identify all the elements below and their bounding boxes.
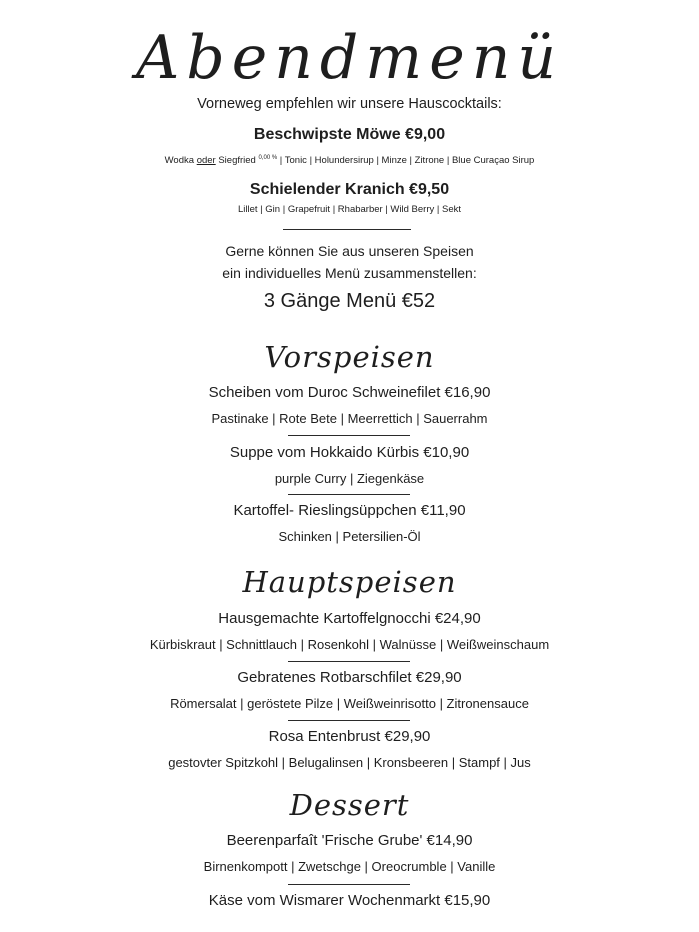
divider xyxy=(288,494,410,495)
dish-sides: Kürbiskraut | Schnittlauch | Rosenkohl | Walnüsse | Weißweinschaum xyxy=(149,637,550,652)
dish-sides: Pastinake | Rote Bete | Meerrettich | Sauerrahm xyxy=(211,411,488,426)
ingredient-oder: oder xyxy=(196,155,216,167)
menu-offer: 3 Gänge Menü €52 xyxy=(263,290,436,312)
dish-sides: Römersalat | geröstete Pilze | Weißweinrisotto | Zitronensauce xyxy=(170,696,529,711)
ingredient-text: Wodka xyxy=(164,155,197,167)
divider xyxy=(288,720,410,721)
dish-name: Beerenparfaît 'Frische Grube' €14,90 xyxy=(226,832,473,849)
dish-name: Hausgemachte Kartoffelgnocchi €24,90 xyxy=(218,610,481,627)
ingredient-text: | Tonic | Holundersirup | Minze | Zitrone | Blue Curaçao Sirup xyxy=(277,155,535,167)
cocktail-ingredients xyxy=(0,155,699,166)
cocktail-intro: Vorneweg empfehlen wir unsere Hauscocktails: xyxy=(197,96,502,112)
dish-name: Scheiben vom Duroc Schweinefilet €16,90 xyxy=(208,384,491,401)
cocktail-name: Beschwipste Möwe €9,00 xyxy=(253,126,446,143)
cocktail-name: Schielender Kranich €9,50 xyxy=(249,181,450,198)
dish-sides: Birnenkompott | Zwetschge | Oreocrumble | Vanille xyxy=(203,859,496,874)
dish-name: Kartoffel- Rieslingsüppchen €11,90 xyxy=(233,502,466,519)
divider xyxy=(288,435,410,436)
section-title-hauptspeisen: Hauptspeisen xyxy=(242,565,457,599)
ingredient-text: Siegfried xyxy=(215,155,259,167)
menu-note-line: ein individuelles Menü zusammenstellen: xyxy=(222,265,477,281)
cocktail-ingredients: Lillet | Gin | Grapefruit | Rhabarber | Wild Berry | Sekt xyxy=(238,204,461,215)
dish-name: Suppe vom Hokkaido Kürbis €10,90 xyxy=(229,444,470,461)
dish-sides: purple Curry | Ziegenkäse xyxy=(274,471,425,486)
dish-name: Rosa Entenbrust €29,90 xyxy=(268,728,431,745)
menu-note-line: Gerne können Sie aus unseren Speisen xyxy=(225,243,474,259)
dish-sides: Schinken | Petersilien-Öl xyxy=(278,529,421,544)
section-title-dessert: Dessert xyxy=(289,788,410,822)
dish-name: Käse vom Wismarer Wochenmarkt €15,90 xyxy=(208,892,491,909)
page-title: Abendmenü xyxy=(136,23,563,93)
ingredient-superscript: 0,00 % xyxy=(258,155,278,161)
divider xyxy=(288,884,410,885)
divider xyxy=(283,229,411,230)
dish-name: Gebratenes Rotbarschfilet €29,90 xyxy=(237,669,462,686)
section-title-vorspeisen: Vorspeisen xyxy=(264,340,435,374)
dish-sides: gestovter Spitzkohl | Belugalinsen | Kronsbeeren | Stampf | Jus xyxy=(168,755,531,770)
divider xyxy=(288,661,410,662)
